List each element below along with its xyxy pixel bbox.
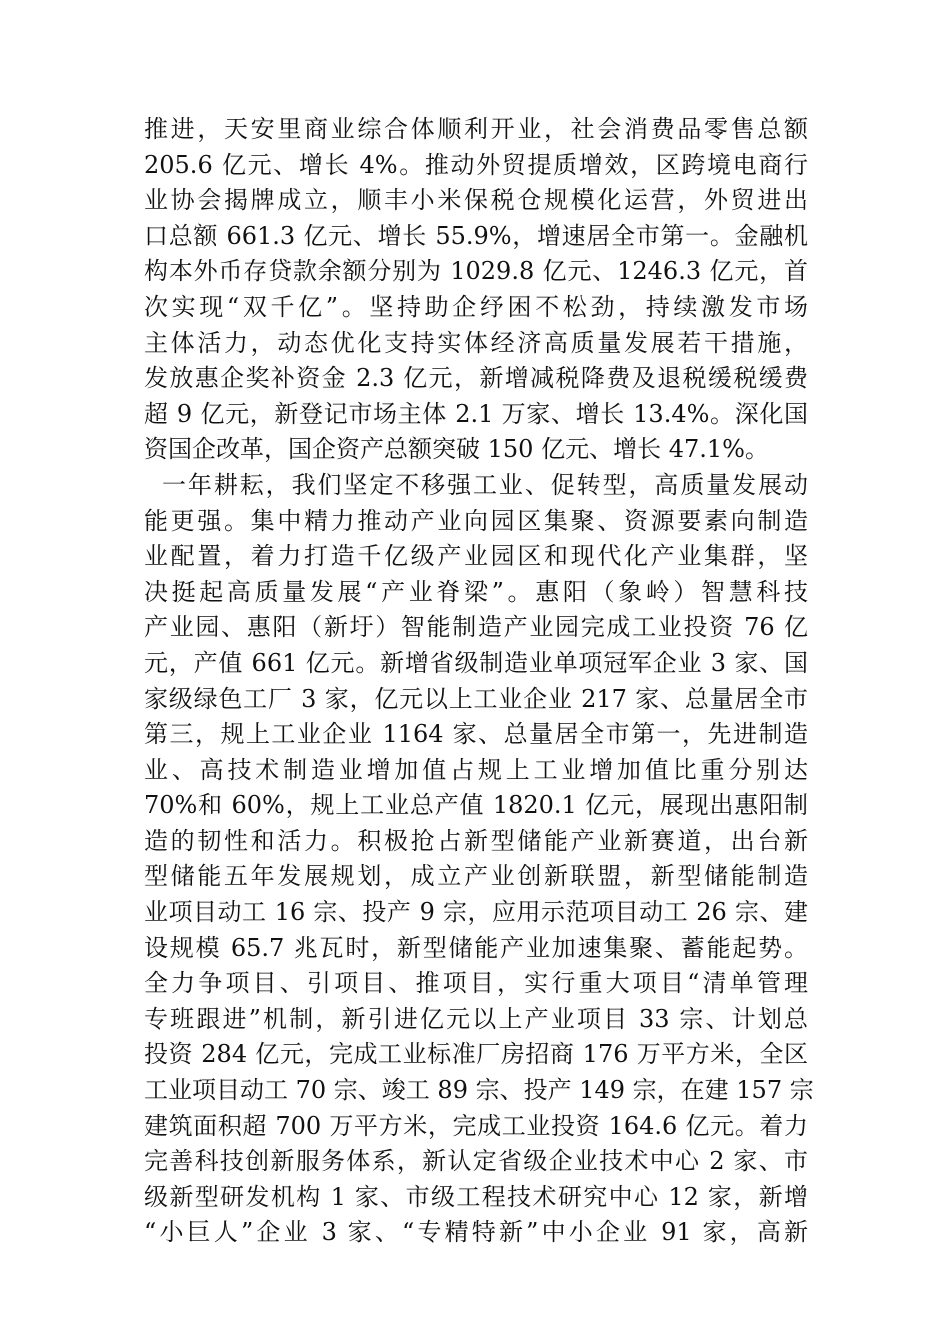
text-line: 级新型研发机构 1 家、市级工程技术研究中心 12 家，新增	[144, 1182, 808, 1211]
text-line: 元，产值 661 亿元。新增省级制造业单项冠军企业 3 家、国	[144, 648, 808, 677]
text-line: 型储能五年发展规划，成立产业创新联盟，新型储能制造	[144, 862, 808, 891]
text-line: 业项目动工 16 宗、投产 9 宗，应用示范项目动工 26 宗、建	[144, 898, 808, 927]
text-line: 投资 284 亿元，完成工业标准厂房招商 176 万平方米，全区	[144, 1040, 808, 1069]
text-line: 205.6 亿元、增长 4%。推动外贸提质增效，区跨境电商行	[144, 150, 808, 179]
text-line: 超 9 亿元，新登记市场主体 2.1 万家、增长 13.4%。深化国	[144, 399, 808, 428]
text-line: 推进，天安里商业综合体顺利开业，社会消费品零售总额	[144, 115, 808, 143]
text-line: 业配置，着力打造千亿级产业园区和现代化产业集群，坚	[144, 542, 808, 571]
text-line: 建筑面积超 700 万平方米，完成工业投资 164.6 亿元。着力	[144, 1111, 808, 1140]
text-line: 70%和 60%，规上工业总产值 1820.1 亿元，展现出惠阳制	[144, 791, 808, 820]
text-line: 能更强。集中精力推动产业向园区集聚、资源要素向制造	[144, 506, 808, 535]
text-line: 口总额 661.3 亿元、增长 55.9%，增速居全市第一。金融机	[144, 221, 808, 250]
text-line: 造的韧性和活力。积极抢占新型储能产业新赛道，出台新	[144, 826, 808, 855]
text-line: 第三，规上工业企业 1164 家、总量居全市第一，先进制造	[144, 720, 808, 749]
text-line: 业、高技术制造业增加值占规上工业增加值比重分别达	[144, 755, 808, 784]
text-line: 主体活力，动态优化支持实体经济高质量发展若干措施，	[144, 328, 808, 357]
text-line: “小巨人”企业 3 家、“专精特新”中小企业 91 家，高新	[144, 1218, 808, 1247]
text-line: 资国企改革，国企资产总额突破 150 亿元、增长 47.1%。	[144, 435, 769, 464]
text-line: 工业项目动工 70 宗、竣工 89 宗、投产 149 宗，在建 157 宗	[144, 1076, 814, 1105]
text-line: 产业园、惠阳（新圩）智能制造产业园完成工业投资 76 亿	[144, 613, 808, 642]
text-line: 次实现“双千亿”。坚持助企纾困不松劲，持续激发市场	[144, 292, 808, 321]
text-line: 完善科技创新服务体系，新认定省级企业技术中心 2 家、市	[144, 1147, 808, 1176]
text-line: 构本外币存贷款余额分别为 1029.8 亿元、1246.3 亿元，首	[144, 257, 808, 286]
text-line: 业协会揭牌成立，顺丰小米保税仓规模化运营，外贸进出	[144, 186, 808, 215]
document-body	[144, 112, 814, 1251]
text-line: 决挺起高质量发展“产业脊梁”。惠阳（象岭）智慧科技	[144, 577, 808, 606]
text-line: 发放惠企奖补资金 2.3 亿元，新增减税降费及退税缓税缓费	[144, 364, 808, 393]
text-line: 家级绿色工厂 3 家，亿元以上工业企业 217 家、总量居全市	[144, 684, 808, 713]
text-line: 设规模 65.7 兆瓦时，新型储能产业加速集聚、蓄能起势。	[144, 933, 808, 962]
text-line: 全力争项目、引项目、推项目，实行重大项目“清单管理	[144, 969, 808, 998]
text-line: 一年耕耘，我们坚定不移强工业、促转型，高质量发展动	[162, 470, 808, 499]
text-line: 专班跟进”机制，新引进亿元以上产业项目 33 宗、计划总	[144, 1004, 808, 1033]
